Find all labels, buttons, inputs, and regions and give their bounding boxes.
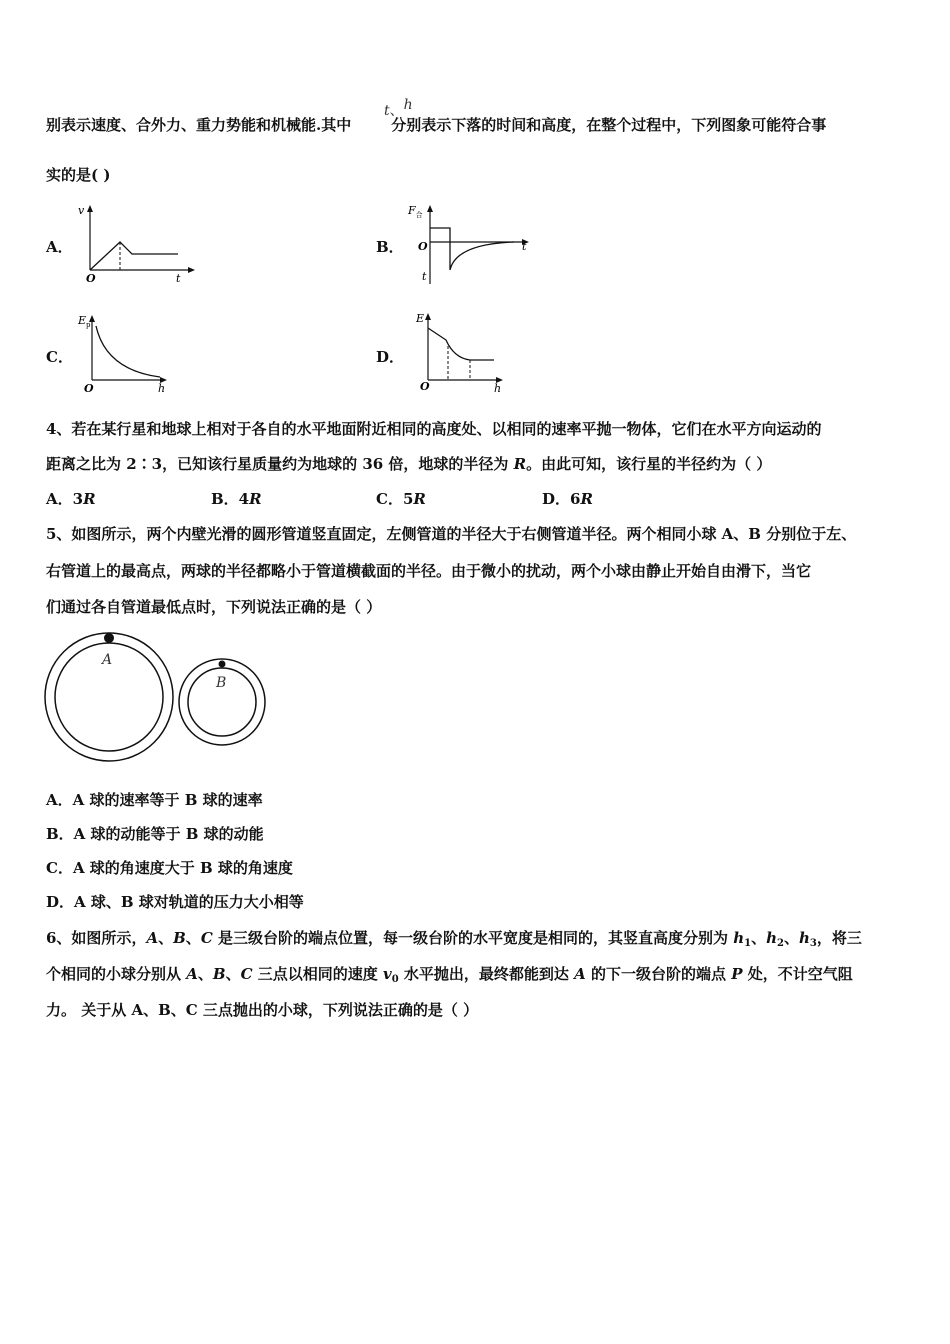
ball-a-label: A <box>102 652 113 668</box>
q4-option-d: D．6R <box>542 490 593 508</box>
graph-d-x-label: h <box>494 382 502 395</box>
graph-b-x-label: t <box>522 240 527 253</box>
q5-text-line2: 右管道上的最高点，两球的半径都略小于管道横截面的半径。由于微小的扰动，两个小球由静止开始自由滑下，当它 <box>46 562 812 580</box>
q3-text-part-a: 别表示速度、合外力、重力势能和机械能.其中 <box>46 116 352 134</box>
q5-option-c: C．A 球的角速度大于 B 球的角速度 <box>46 859 293 877</box>
q3-option-d-label: D． <box>376 348 405 366</box>
ball-a <box>104 633 114 643</box>
q5-text-line3: 们通过各自管道最低点时，下列说法正确的是（ ） <box>46 598 382 616</box>
graph-d <box>410 308 510 396</box>
graph-b-origin: O <box>418 240 428 253</box>
q5-option-a: A．A 球的速率等于 B 球的速率 <box>46 791 263 809</box>
q3-text-line2: 实的是( ) <box>46 166 111 184</box>
q3-option-a-label: A． <box>46 238 73 256</box>
graph-a-origin: O <box>86 272 96 285</box>
q6-text-line1: 6、如图所示，A、B、C 是三级台阶的端点位置，每一级台阶的水平宽度是相同的，其竖直高度分别为 $h_1$、$h_2$、$h_3$，将三 <box>46 929 862 949</box>
q3-text-part-b: 分别表示下落的时间和高度，在整个过程中，下列图象可能符合事 <box>391 116 827 134</box>
circular-tubes-figure <box>40 628 280 763</box>
q4-option-c: C．5R <box>376 490 426 508</box>
q3-option-b-label: B． <box>376 238 404 256</box>
graph-b-lower-label: t <box>422 270 427 283</box>
q5-option-d: D．A 球、B 球对轨道的压力大小相等 <box>46 893 304 911</box>
q3-text-line1 <box>46 114 826 135</box>
q6-text-line2: 个相同的小球分别从 A、B、C 三点以相同的速度 $v_0$ 水平抛出，最终都能到达 A 的下一级台阶的端点 P 处，不计空气阻 <box>46 965 853 985</box>
graph-b-y-label: $F_合$ <box>408 204 423 219</box>
graph-a <box>76 200 196 286</box>
graph-b <box>404 200 534 286</box>
graph-c-origin: O <box>84 382 94 395</box>
graph-c-y-label: $E_p$ <box>78 314 91 329</box>
q3-option-c-label: C． <box>46 348 73 366</box>
q4-option-a: A．3R <box>46 490 96 508</box>
q6-text-line3: 力。 关于从 A、B、C 三点抛出的小球，下列说法正确的是（ ） <box>46 1001 479 1019</box>
q5-text-line1: 5、如图所示，两个内壁光滑的圆形管道竖直固定，左侧管道的半径大于右侧管道半径。两个相同小球 A、B 分别位于左、 <box>46 525 857 543</box>
q4-option-b: B．4R <box>211 490 262 508</box>
q4-text-line2: 距离之比为 2∶3，已知该行星质量约为地球的 36 倍，地球的半径为 R。由此可知，该行星的半径约为（ ） <box>46 455 772 473</box>
graph-d-y-label: E <box>416 312 425 325</box>
graph-a-y-label: v <box>78 204 85 217</box>
graph-d-origin: O <box>420 380 430 393</box>
variables-t-h: t、h <box>384 97 413 119</box>
q5-option-b: B．A 球的动能等于 B 球的动能 <box>46 825 264 843</box>
graph-c-x-label: h <box>158 382 166 395</box>
ball-b <box>219 661 226 668</box>
q4-text-line1: 4、若在某行星和地球上相对于各自的水平地面附近相同的高度处、以相同的速率平抛一物体，它们在水平方向运动的 <box>46 420 822 438</box>
ball-b-label: B <box>216 675 227 691</box>
graph-c <box>76 310 176 396</box>
graph-a-x-label: t <box>176 272 181 285</box>
